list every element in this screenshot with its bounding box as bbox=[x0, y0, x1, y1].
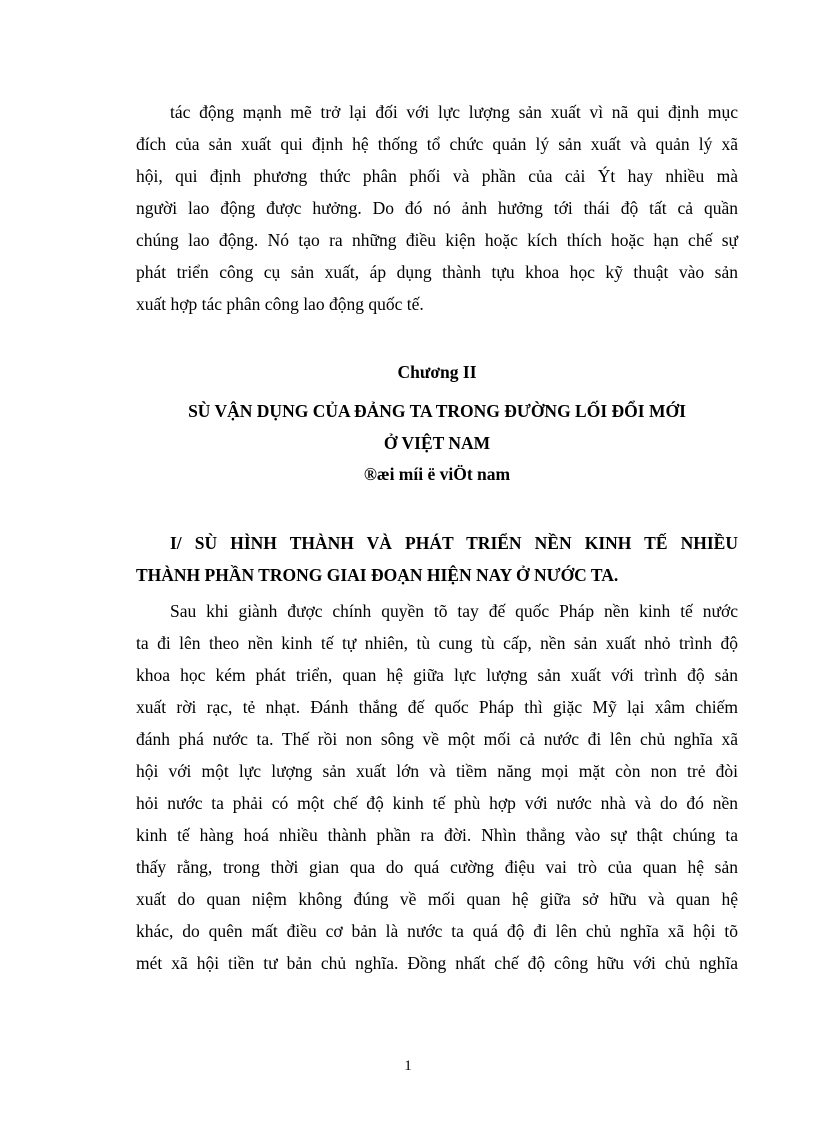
text-line: ta đi lên theo nền kinh tế tự nhiên, tù cung tù cấp, nền sản xuất nhỏ trình độ bbox=[136, 633, 738, 653]
text-line: phát triển công cụ sản xuất, áp dụng thành tựu khoa học kỹ thuật vào sản bbox=[136, 262, 738, 282]
text-line: hỏi nước ta phải có một chế độ kinh tế phù hợp với nước nhà và do đó nền bbox=[136, 793, 738, 813]
text-line: xuất do quan niệm không đúng về mối quan hệ giữa sở hữu và quan hệ bbox=[136, 889, 738, 909]
page-number: 1 bbox=[404, 1058, 412, 1074]
text-line: khác, do quên mất điều cơ bản là nước ta quá độ đi lên chủ nghĩa xã hội tõ bbox=[136, 921, 738, 941]
chapter-title-line-1: SÙ VẬN DỤNG CỦA ĐẢNG TA TRONG ĐƯỜNG LỐI ĐỔI MỚI bbox=[188, 401, 686, 421]
text-line: xuất rời rạc, tẻ nhạt. Đánh thắng đế quốc Pháp thì giặc Mỹ lại xâm chiếm bbox=[136, 697, 738, 717]
text-line: Sau khi giành được chính quyền tõ tay đế quốc Pháp nền kinh tế nước bbox=[170, 601, 738, 621]
text-line: tác động mạnh mẽ trở lại đối với lực lượng sản xuất vì nã qui định mục bbox=[170, 102, 738, 122]
text-line: thấy rằng, trong thời gian qua do quá cường điệu vai trò của quan hệ sản bbox=[136, 857, 738, 877]
text-line: kinh tế hàng hoá nhiều thành phần ra đời. Nhìn thẳng vào sự thật chúng ta bbox=[136, 825, 738, 845]
text-line: hội với một lực lượng sản xuất lớn và tiềm năng mọi mặt còn non trẻ đòi bbox=[136, 761, 738, 781]
text-line: chúng lao động. Nó tạo ra những điều kiện hoặc kích thích hoặc hạn chế sự bbox=[136, 230, 738, 250]
text-line: khoa học kém phát triển, quan hệ giữa lực lượng sản xuất với trình độ sản bbox=[136, 665, 738, 685]
text-line: hội, qui định phương thức phân phối và phần của cải Ýt hay nhiều mà bbox=[136, 166, 738, 186]
text-line: người lao động được hưởng. Do đó nó ảnh hưởng tới thái độ tất cả quần bbox=[136, 198, 738, 218]
section-heading-line-1: I/ SÙ HÌNH THÀNH VÀ PHÁT TRIỂN NỀN KINH TẾ NHIỀU bbox=[170, 533, 738, 553]
text-line: đánh phá nước ta. Thế rồi non sông về một mối cả nước đi lên chủ nghĩa xã bbox=[136, 729, 738, 749]
section-heading-line-2: THÀNH PHẦN TRONG GIAI ĐOẠN HIỆN NAY Ở NƯỚC TA. bbox=[136, 565, 619, 585]
text-line: xuất hợp tác phân công lao động quốc tế. bbox=[136, 294, 424, 314]
chapter-label: Chương II bbox=[397, 362, 477, 382]
text-line: đích của sản xuất qui định hệ thống tổ chức quản lý sản xuất và quản lý xã bbox=[136, 134, 738, 154]
text-line: mét xã hội tiền tư bản chủ nghĩa. Đồng nhất chế độ công hữu với chủ nghĩa bbox=[136, 953, 738, 973]
chapter-title-line-3: ®æi míi ë viÖt nam bbox=[363, 464, 511, 484]
chapter-title-line-2: Ở VIỆT NAM bbox=[383, 433, 491, 453]
